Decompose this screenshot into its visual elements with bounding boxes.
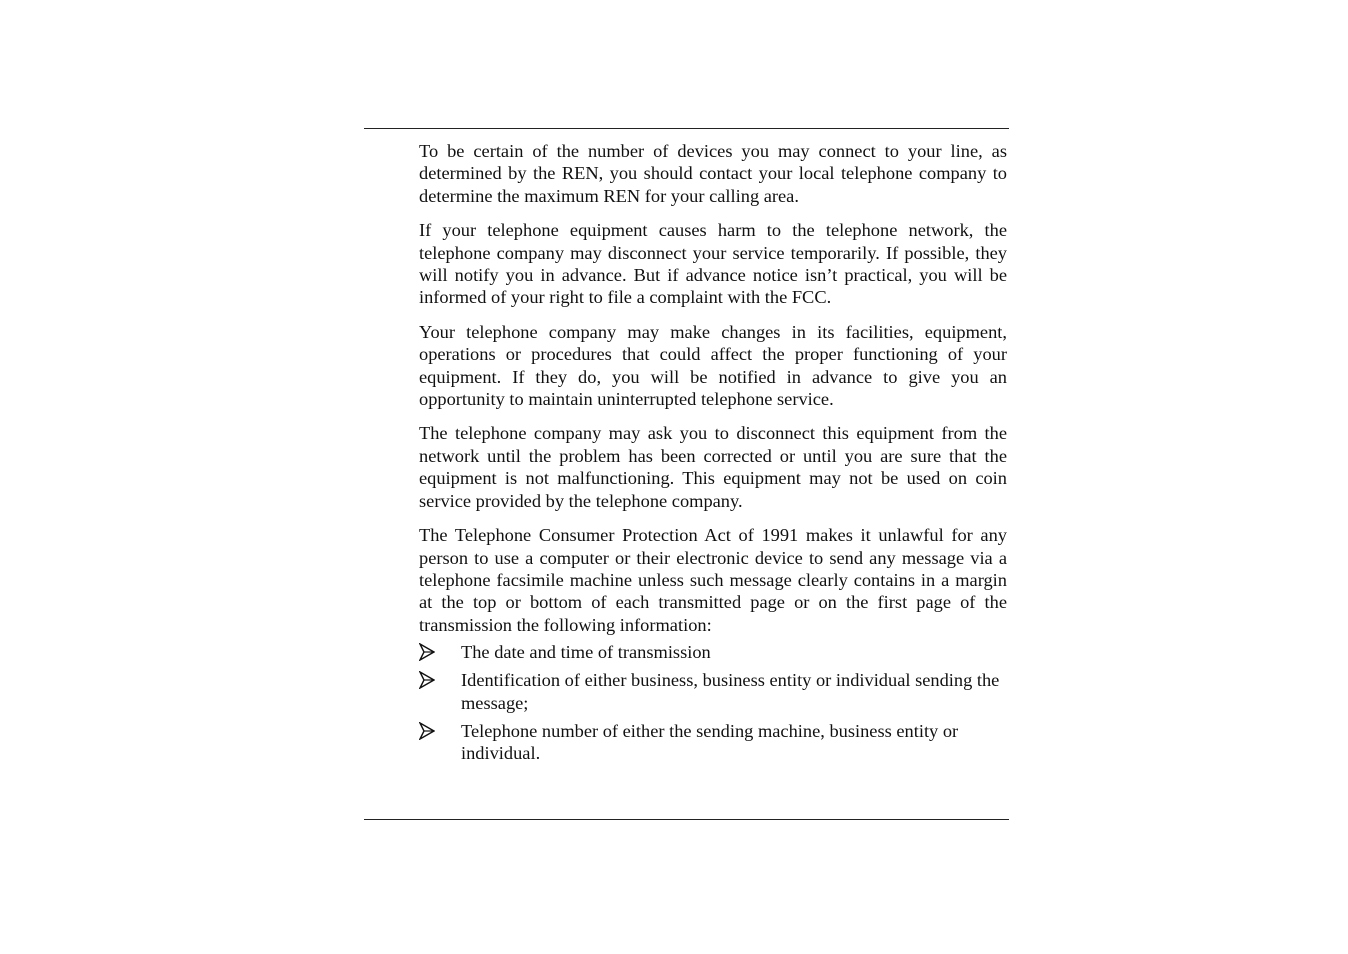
arrowhead-bullet-icon xyxy=(419,643,435,661)
header-rule xyxy=(364,128,1009,129)
list-item-text: The date and time of transmission xyxy=(461,642,711,663)
paragraph-network-harm: If your telephone equipment causes harm to the telephone network, the telephone company may disconnect your service temporarily. If possible, they will notify you in advance. But if advance notice isn’t practical, you will be informed of your right to file a complaint with the FCC. xyxy=(419,220,1007,308)
paragraph-ren: To be certain of the number of devices you may connect to your line, as determined by the REN, you should contact your local telephone company to determine the maximum REN for your calling area. xyxy=(419,141,1007,206)
list-item-text: Telephone number of either the sending machine, business entity or individual. xyxy=(461,720,959,763)
paragraph-company-changes: Your telephone company may make changes in its facilities, equipment, operations or procedures that could affect the proper functioning of your equipment. If they do, you will be notified in advance to give you an opportunity to maintain uninterrupted telephone service. xyxy=(419,321,1007,410)
document-body xyxy=(419,140,1007,770)
list-item xyxy=(419,720,1007,765)
footer-rule xyxy=(364,819,1009,820)
paragraph-tcpa: The Telephone Consumer Protection Act of 1991 makes it unlawful for any person to use a computer or their electronic device to send any message via a telephone facsimile machine unless such message clearly contains in a margin at the top or bottom of each transmitted page or on the first page of the transmission the following information: xyxy=(419,525,1007,635)
arrowhead-bullet-icon xyxy=(419,722,435,740)
required-information-list xyxy=(419,641,1007,764)
list-item xyxy=(419,641,1007,663)
list-item xyxy=(419,669,1007,714)
arrowhead-bullet-icon xyxy=(419,671,435,689)
paragraph-disconnect: The telephone company may ask you to disconnect this equipment from the network until the problem has been corrected or until you are sure that the equipment is not malfunctioning. This equipment may not be used on coin service provided by the telephone company. xyxy=(419,423,1007,511)
list-item-text: Identification of either business, business entity or individual sending the message; xyxy=(461,670,1000,713)
